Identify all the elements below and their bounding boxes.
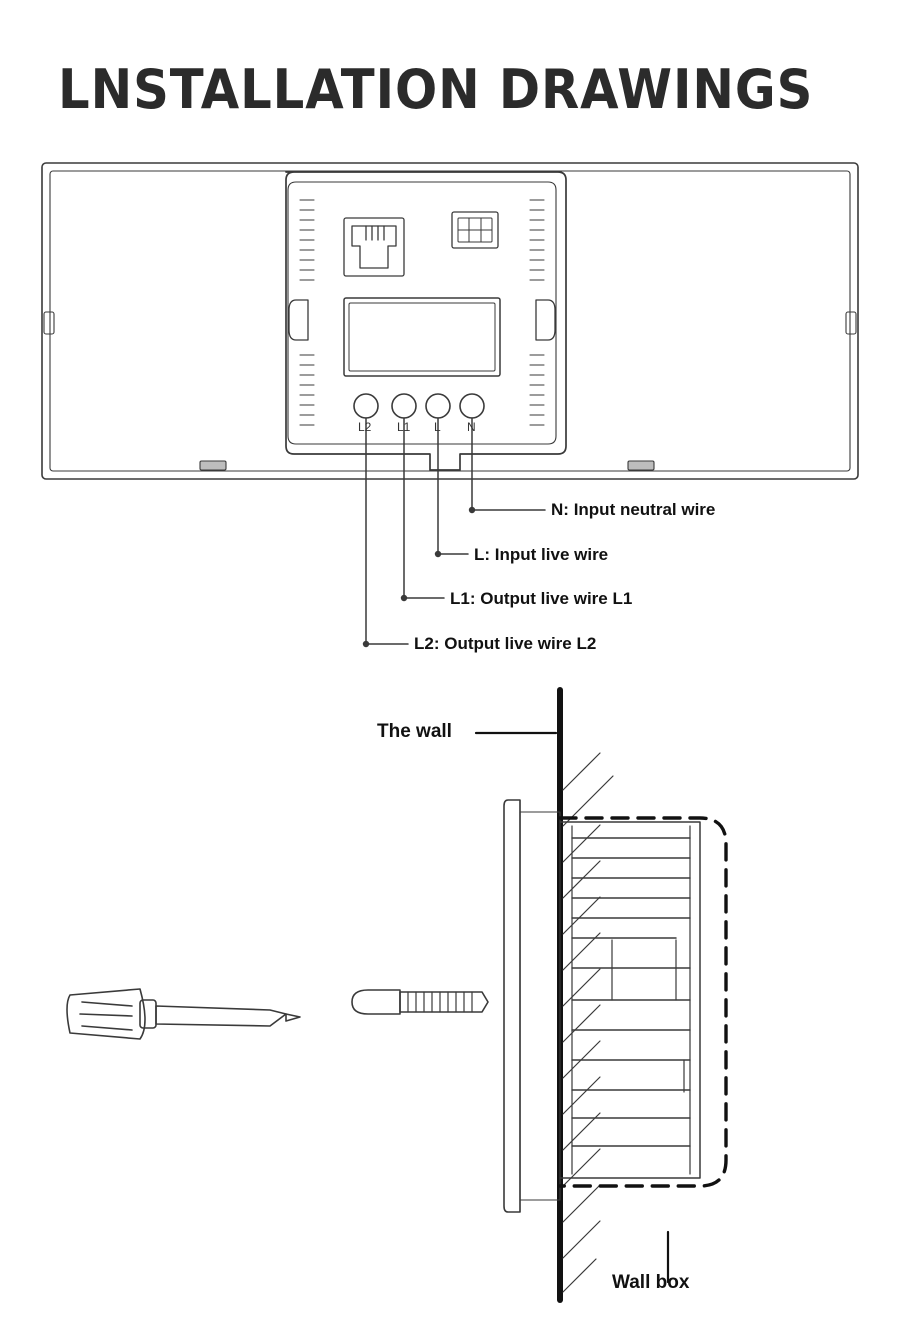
callout-n-key: N: xyxy=(551,500,569,519)
callout-wall-box: Wall box xyxy=(612,1272,690,1293)
screw xyxy=(352,990,488,1014)
display-window xyxy=(344,298,500,376)
terminal-label-L: L xyxy=(434,420,441,434)
callout-n-text: Input neutral wire xyxy=(573,500,716,519)
callout-l-key: L: xyxy=(474,545,491,564)
wall xyxy=(560,690,613,1300)
callout-n-input-neutral xyxy=(551,500,715,520)
rj45-connector xyxy=(344,218,404,276)
callout-leaders xyxy=(366,418,545,644)
terminal-block xyxy=(452,212,498,248)
callout-l1-output-live xyxy=(450,589,632,609)
page-title: LNSTALLATION DRAWINGS xyxy=(58,58,814,121)
callout-l-input-live xyxy=(474,545,608,565)
module-body xyxy=(286,172,566,470)
callout-the-wall: The wall xyxy=(377,721,452,742)
terminal-label-L1: L1 xyxy=(397,420,411,434)
callout-l1-key: L1: xyxy=(450,589,476,608)
screwdriver xyxy=(67,989,300,1039)
callout-l-text: Input live wire xyxy=(494,545,609,564)
module-side-body xyxy=(560,822,700,1178)
callout-l2-output-live xyxy=(414,634,596,654)
callout-l2-text: Output live wire L2 xyxy=(444,634,597,653)
module-ridges xyxy=(300,200,544,425)
terminal-label-L2: L2 xyxy=(358,420,372,434)
terminal-label-N: N xyxy=(467,420,476,434)
faceplate-side xyxy=(504,800,560,1212)
callout-l1-text: Output live wire L1 xyxy=(480,589,633,608)
back-plate-outline xyxy=(42,163,858,479)
terminal-circles xyxy=(354,394,484,418)
callout-l2-key: L2: xyxy=(414,634,440,653)
wall-box-outline xyxy=(560,818,726,1186)
